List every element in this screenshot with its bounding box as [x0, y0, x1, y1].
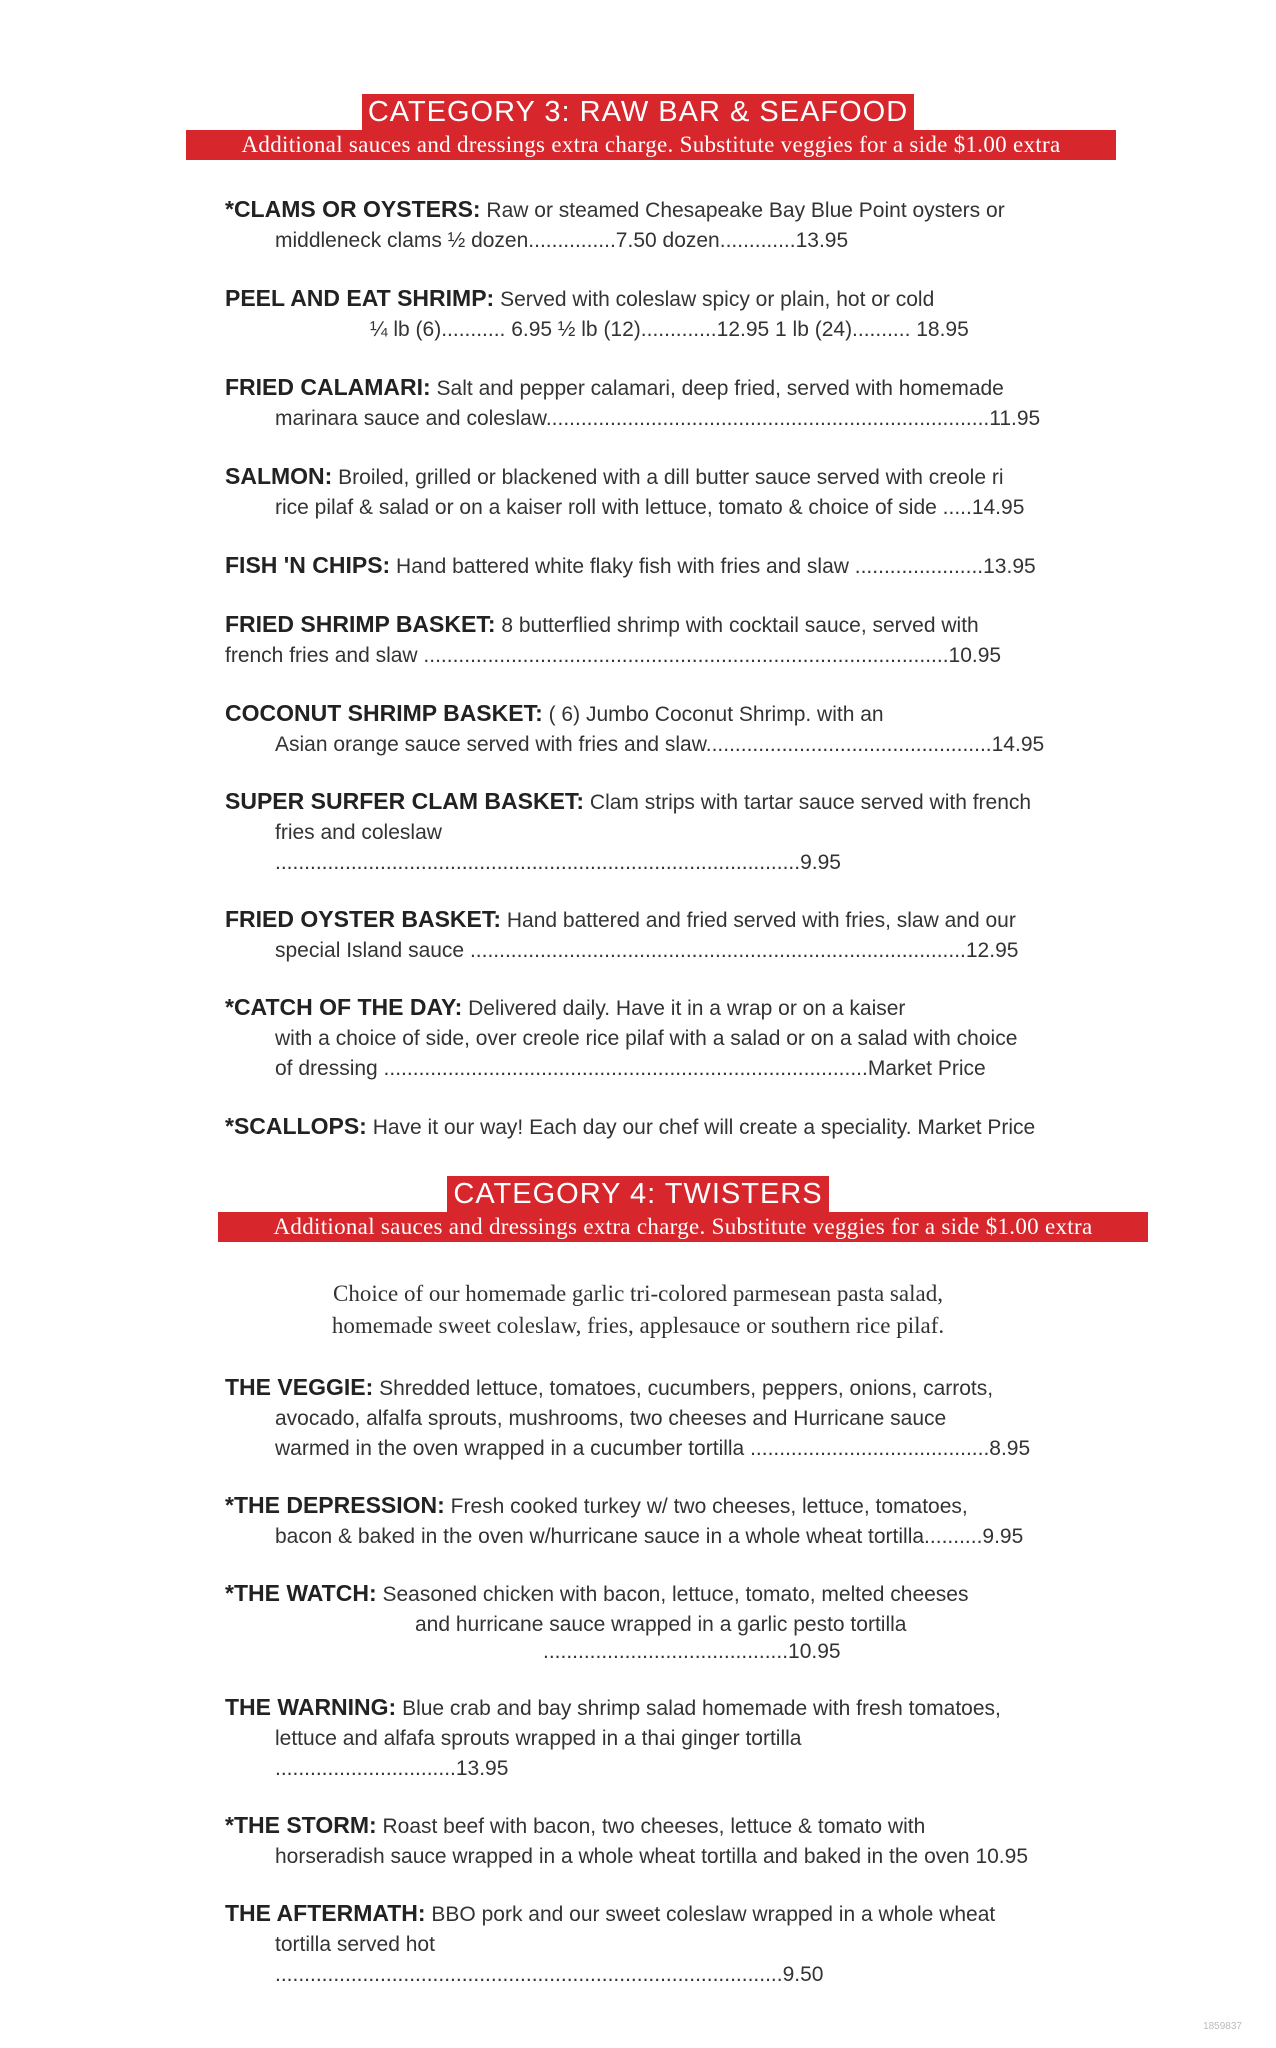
item-description: Salt and pepper calamari, deep fried, served with homemade — [436, 377, 1004, 400]
item-name: THE AFTERMATH: — [225, 1900, 426, 1926]
twisters-intro-line-2: homemade sweet coleslaw, fries, applesauce or southern rice pilaf. — [331, 1313, 945, 1338]
item-description: ( 6) Jumbo Coconut Shrimp. with an — [548, 703, 884, 726]
menu-item-fried-calamari — [225, 372, 1095, 434]
item-name: THE WARNING: — [225, 1694, 397, 1720]
category-4-title-text: CATEGORY 4: TWISTERS — [447, 1176, 828, 1213]
item-name: *THE DEPRESSION: — [225, 1492, 445, 1518]
item-price-line: ...............................13.95 — [275, 1757, 509, 1780]
item-price-line: ¼ lb (6)........... 6.95 ½ lb (12).............12.95 1 lb (24).......... 18.95 — [370, 318, 969, 341]
item-description-cont: with a choice of side, over creole rice pilaf with a salad or on a salad with choice — [275, 1027, 1018, 1050]
item-name: *THE WATCH: — [225, 1580, 377, 1606]
item-description: Clam strips with tartar sauce served with french — [589, 791, 1032, 814]
menu-item-fried-shrimp-basket — [225, 609, 1095, 671]
item-price-line: ..........................................................................................9.95 — [275, 851, 841, 874]
menu-item-the-warning — [225, 1692, 1095, 1784]
item-name: SUPER SURFER CLAM BASKET: — [225, 788, 585, 814]
item-name: FRIED CALAMARI: — [225, 374, 431, 400]
item-description-cont: avocado, alfalfa sprouts, mushrooms, two cheeses and Hurricane sauce — [275, 1407, 947, 1430]
category-3-note: Additional sauces and dressings extra charge. Substitute veggies for a side $1.00 extra — [186, 130, 1116, 160]
item-description: 8 butterflied shrimp with cocktail sauce, served with — [501, 614, 979, 637]
item-description-cont: and hurricane sauce wrapped in a garlic pesto tortilla — [415, 1613, 907, 1636]
item-description: Hand battered and fried served with fries, slaw and our — [506, 909, 1016, 932]
item-description: Roast beef with bacon, two cheeses, lettuce & tomato with — [382, 1815, 926, 1838]
item-price-line: french fries and slaw ..........................................................................................10.95 — [225, 644, 1002, 667]
menu-item-coconut-shrimp-basket — [225, 698, 1095, 760]
category-3-title — [0, 94, 1276, 131]
item-price-line: ..........................................10.95 — [543, 1640, 841, 1663]
item-name: *SCALLOPS: — [225, 1113, 367, 1139]
item-description: Hand battered white flaky fish with fries and slaw ......................13.95 — [396, 555, 1036, 578]
item-description: Seasoned chicken with bacon, lettuce, tomato, melted cheeses — [382, 1583, 969, 1606]
item-description: Fresh cooked turkey w/ two cheeses, lettuce, tomatoes, — [450, 1495, 968, 1518]
menu-item-the-watch — [225, 1578, 1095, 1664]
item-name: FRIED SHRIMP BASKET: — [225, 611, 496, 637]
item-description: BBO pork and our sweet coleslaw wrapped in a whole wheat — [431, 1903, 996, 1926]
item-price-line: of dressing ...................................................................................Market Price — [275, 1057, 986, 1080]
item-price-line: warmed in the oven wrapped in a cucumber tortilla .........................................8.95 — [275, 1437, 1031, 1460]
menu-item-the-aftermath — [225, 1898, 1095, 1990]
menu-item-the-storm — [225, 1810, 1095, 1872]
menu-item-clams-oysters — [225, 194, 1095, 256]
menu-item-scallops — [225, 1111, 1095, 1143]
item-name: *THE STORM: — [225, 1812, 377, 1838]
item-description: Shredded lettuce, tomatoes, cucumbers, peppers, onions, carrots, — [379, 1377, 994, 1400]
item-name: *CATCH OF THE DAY: — [225, 994, 463, 1020]
item-name: THE VEGGIE: — [225, 1374, 374, 1400]
item-description: Delivered daily. Have it in a wrap or on a kaiser — [468, 997, 906, 1020]
menu-item-salmon — [225, 461, 1095, 523]
item-price-line: .......................................................................................9.50 — [275, 1963, 824, 1986]
menu-item-fish-n-chips — [225, 550, 1095, 582]
item-name: COCONUT SHRIMP BASKET: — [225, 700, 543, 726]
menu-item-fried-oyster-basket — [225, 904, 1095, 966]
item-name: *CLAMS OR OYSTERS: — [225, 196, 481, 222]
item-description-cont: tortilla served hot — [275, 1933, 435, 1956]
item-description: Broiled, grilled or blackened with a dill butter sauce served with creole ri — [338, 466, 1004, 489]
item-price-line: special Island sauce .....................................................................................12.95 — [275, 939, 1019, 962]
item-price-line: Asian orange sauce served with fries and slaw.................................................14.95 — [275, 733, 1045, 756]
image-id-stamp: 1859837 — [1203, 2021, 1242, 2032]
twisters-intro-line-1: Choice of our homemade garlic tri-colored parmesean pasta salad, — [333, 1281, 943, 1306]
item-description: Blue crab and bay shrimp salad homemade with fresh tomatoes, — [402, 1697, 1001, 1720]
item-price-line: bacon & baked in the oven w/hurricane sauce in a whole wheat tortilla..........9.95 — [275, 1525, 1024, 1548]
menu-item-peel-eat-shrimp — [225, 283, 1095, 345]
item-name: PEEL AND EAT SHRIMP: — [225, 285, 495, 311]
item-description: Served with coleslaw spicy or plain, hot or cold — [500, 288, 935, 311]
category-4-note: Additional sauces and dressings extra charge. Substitute veggies for a side $1.00 extra — [218, 1212, 1148, 1242]
item-description: Have it our way! Each day our chef will create a speciality. Market Price — [372, 1116, 1036, 1139]
item-description-cont: fries and coleslaw — [275, 821, 442, 844]
menu-item-the-depression — [225, 1490, 1095, 1552]
item-name: FRIED OYSTER BASKET: — [225, 906, 502, 932]
category-4-title — [0, 1176, 1276, 1213]
category-3-title-text: CATEGORY 3: RAW BAR & SEAFOOD — [362, 94, 914, 131]
menu-item-super-surfer-clam-basket — [225, 786, 1095, 878]
item-name: FISH 'N CHIPS: — [225, 552, 391, 578]
item-description: Raw or steamed Chesapeake Bay Blue Point oysters or — [486, 199, 1005, 222]
menu-item-catch-of-the-day — [225, 992, 1095, 1084]
item-price-line: horseradish sauce wrapped in a whole wheat tortilla and baked in the oven 10.95 — [275, 1845, 1028, 1868]
item-price-line: middleneck clams ½ dozen...............7.50 dozen.............13.95 — [275, 229, 849, 252]
item-price-line: marinara sauce and coleslaw............................................................................11.95 — [275, 407, 1041, 430]
item-price-line: rice pilaf & salad or on a kaiser roll with lettuce, tomato & choice of side .....14.95 — [275, 496, 1025, 519]
item-name: SALMON: — [225, 463, 333, 489]
item-description-cont: lettuce and alfafa sprouts wrapped in a thai ginger tortilla — [275, 1727, 802, 1750]
menu-item-the-veggie — [225, 1372, 1095, 1464]
